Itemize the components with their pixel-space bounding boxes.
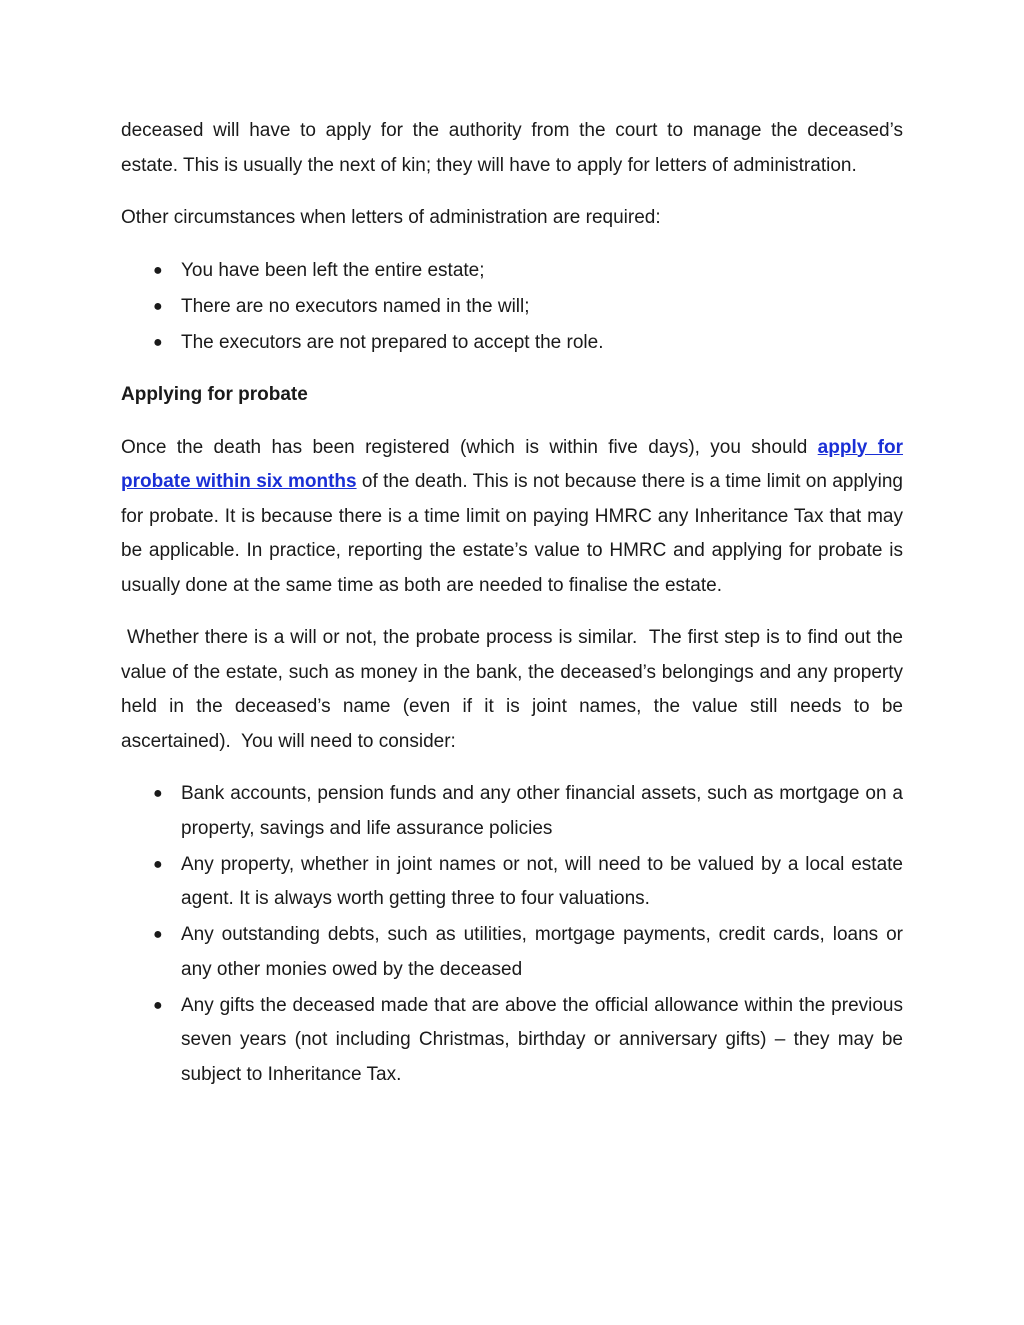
list-item: ● Any gifts the deceased made that are above the official allowance within the previous seven years (not including Christmas, birthday or anniversary gifts) – they may be subject to Inheritance Tax. [121, 989, 903, 1093]
bullet-icon: ● [153, 855, 163, 873]
probate-paragraph: Once the death has been registered (which is within five days), you should apply for probate within six months of the death. This is not because there is a time limit on applying for probate. It is because there is a time limit on paying HMRC any Inheritance Tax that may be applicable. In practice, reporting the estate’s value to HMRC and applying for probate is usually done at the same time as both are needed to finalise the estate. [121, 436, 903, 596]
circumstances-list [121, 254, 903, 361]
considerations-list [121, 777, 903, 1092]
apply-probate-link[interactable]: apply for probate within six months [121, 436, 903, 492]
list-item: ● Any outstanding debts, such as utilities, mortgage payments, credit cards, loans or any other monies owed by the deceased [121, 918, 903, 987]
list-item: ● Any property, whether in joint names or not, will need to be valued by a local estate agent. It is always worth getting three to four valuations. [121, 848, 903, 917]
document-page [121, 114, 909, 1110]
intro-paragraph-2: Other circumstances when letters of administration are required: [121, 207, 661, 228]
bullet-icon: ● [153, 785, 163, 802]
bullet-icon: ● [153, 996, 163, 1014]
list-item: ● The executors are not prepared to accept the role. [121, 326, 903, 361]
list-item: ● You have been left the entire estate; [121, 254, 903, 289]
bullet-icon: ● [153, 297, 163, 315]
section-heading: Applying for probate [121, 384, 308, 405]
bullet-icon: ● [153, 926, 163, 943]
list-item: ● Bank accounts, pension funds and any other financial assets, such as mortgage on a property, savings and life assurance policies [121, 777, 903, 846]
bullet-icon: ● [153, 333, 163, 351]
process-paragraph: Whether there is a will or not, the probate process is similar. The first step is to find out the value of the estate, such as money in the bank, the deceased’s belongings and any property held in the deceased’s name (even if it is joint names, the value still needs to be ascertained). You will need to consider: [121, 627, 909, 752]
bullet-icon: ● [153, 261, 163, 279]
list-item: ● There are no executors named in the will; [121, 290, 903, 325]
intro-paragraph-1: deceased will have to apply for the authority from the court to manage the deceased’s estate. This is usually the next of kin; they will have to apply for letters of administration. [121, 120, 903, 176]
